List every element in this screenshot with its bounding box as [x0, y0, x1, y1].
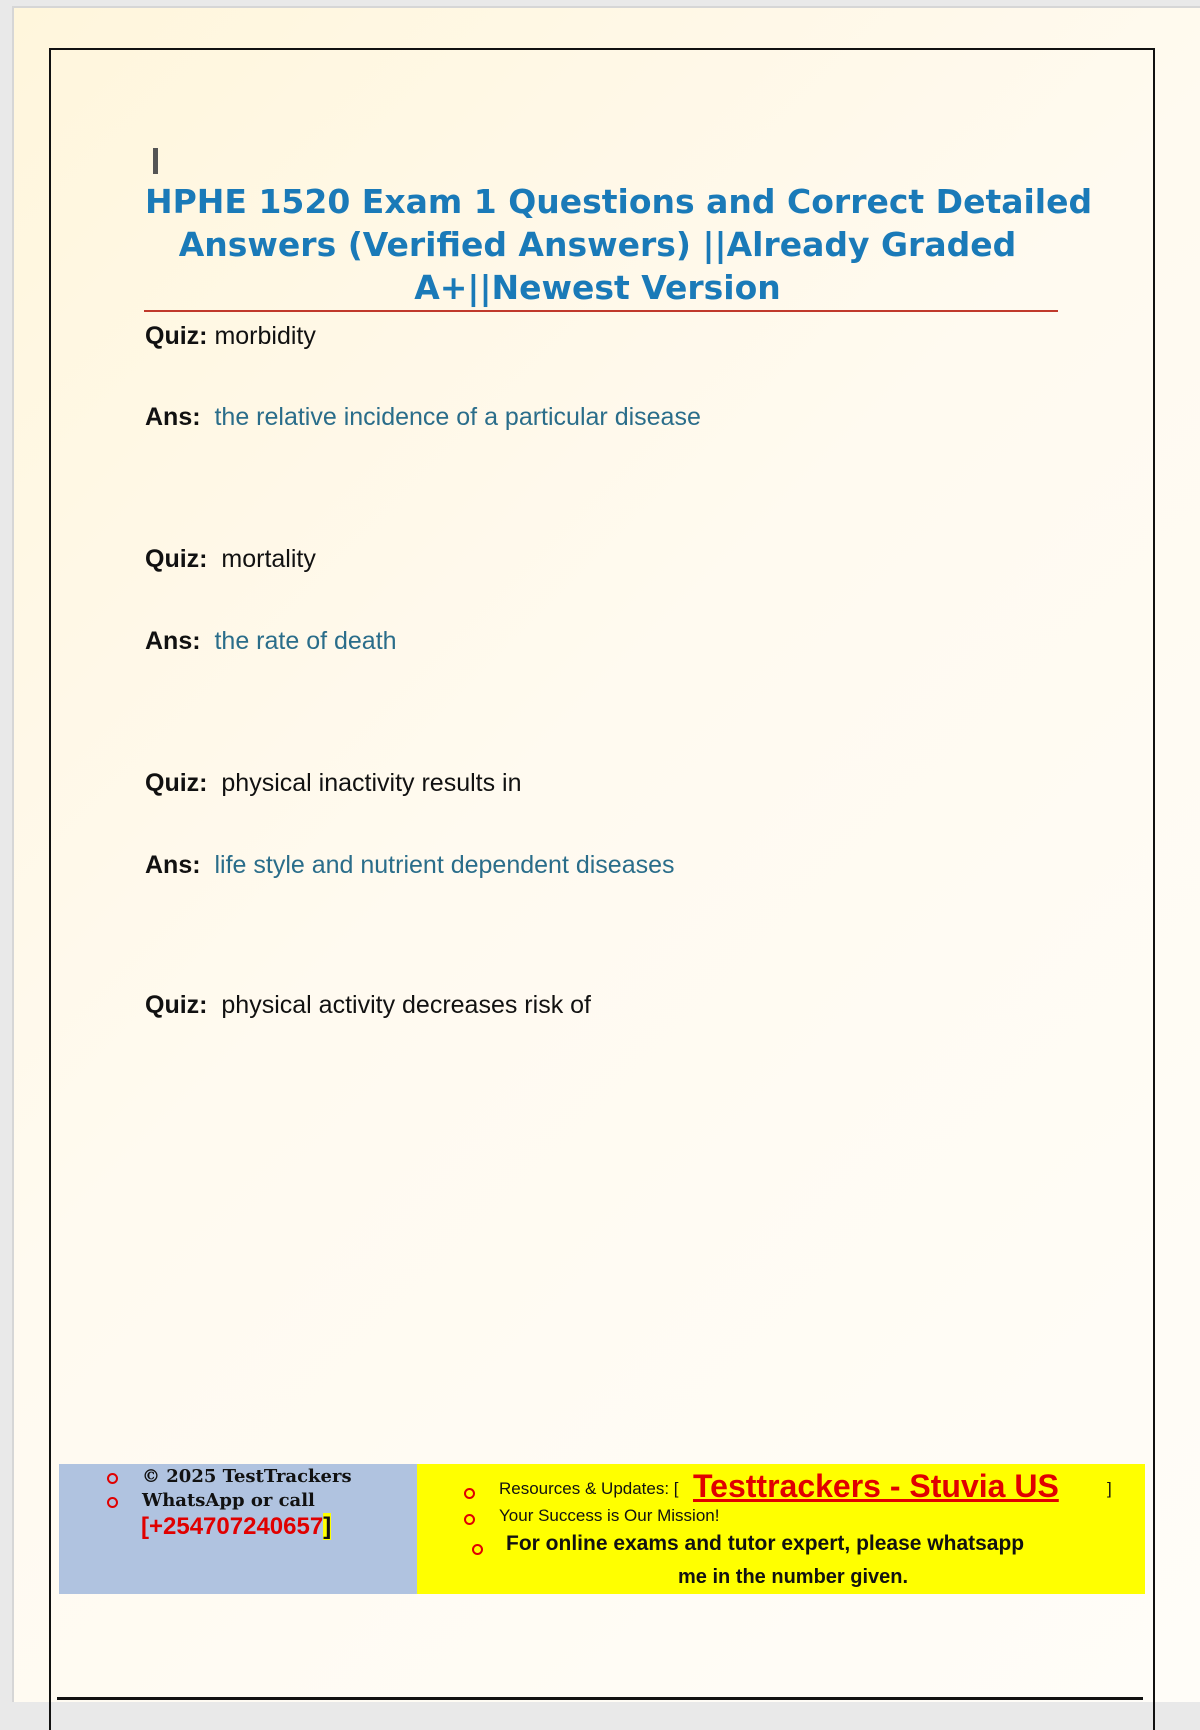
quiz-text: physical inactivity results in: [221, 769, 522, 797]
answer-text: the rate of death: [214, 627, 397, 655]
title-line-3: A+||Newest Version: [414, 268, 781, 307]
quiz-label: Quiz:: [145, 322, 208, 350]
bullet-icon: [107, 1497, 118, 1508]
answer-label: Ans:: [145, 851, 201, 879]
title-underline: [144, 310, 1058, 312]
document-title: [145, 180, 1093, 309]
resources-label: Resources & Updates: [: [499, 1479, 679, 1498]
bullet-icon: [464, 1514, 475, 1525]
phone-bracket-open: [: [141, 1513, 149, 1540]
bullet-icon: [472, 1544, 483, 1555]
bullet-icon: [464, 1488, 475, 1499]
quiz-row: [145, 322, 316, 351]
mission-text: Your Success is Our Mission!: [499, 1506, 720, 1525]
answer-text: life style and nutrient dependent diseases: [214, 851, 675, 879]
text-cursor-mark: [153, 148, 158, 174]
answer-row: [145, 403, 701, 432]
answer-label: Ans:: [145, 627, 201, 655]
bullet-icon: [107, 1473, 118, 1484]
answer-row: [145, 851, 675, 880]
answer-row: [145, 627, 397, 656]
copyright-text: © 2025 TestTrackers: [142, 1466, 352, 1487]
quiz-row: [145, 769, 522, 798]
answer-label: Ans:: [145, 403, 201, 431]
whatsapp-label: WhatsApp or call: [142, 1490, 315, 1511]
online-exams-line-1: For online exams and tutor expert, please whatsapp: [506, 1532, 1025, 1555]
phone-digits: +254707240657: [149, 1513, 324, 1540]
answer-text: the relative incidence of a particular disease: [214, 403, 701, 431]
quiz-text: physical activity decreases risk of: [221, 991, 591, 1019]
quiz-label: Quiz:: [145, 545, 208, 573]
quiz-row: [145, 545, 316, 574]
title-line-1: HPHE 1520 Exam 1 Questions and Correct Detailed: [145, 182, 1093, 221]
resources-link[interactable]: Testtrackers - Stuvia US: [693, 1468, 1059, 1504]
phone-number[interactable]: [141, 1513, 331, 1541]
quiz-text: morbidity: [214, 322, 316, 350]
title-line-2: Answers (Verified Answers) ||Already Graded: [178, 225, 1017, 264]
quiz-row: [145, 991, 591, 1020]
quiz-label: Quiz:: [145, 991, 208, 1019]
resources-bracket-close: ]: [1107, 1479, 1112, 1498]
quiz-text: mortality: [221, 545, 316, 573]
quiz-label: Quiz:: [145, 769, 208, 797]
online-exams-line-2: me in the number given.: [678, 1566, 909, 1588]
phone-bracket-close: ]: [323, 1513, 332, 1540]
